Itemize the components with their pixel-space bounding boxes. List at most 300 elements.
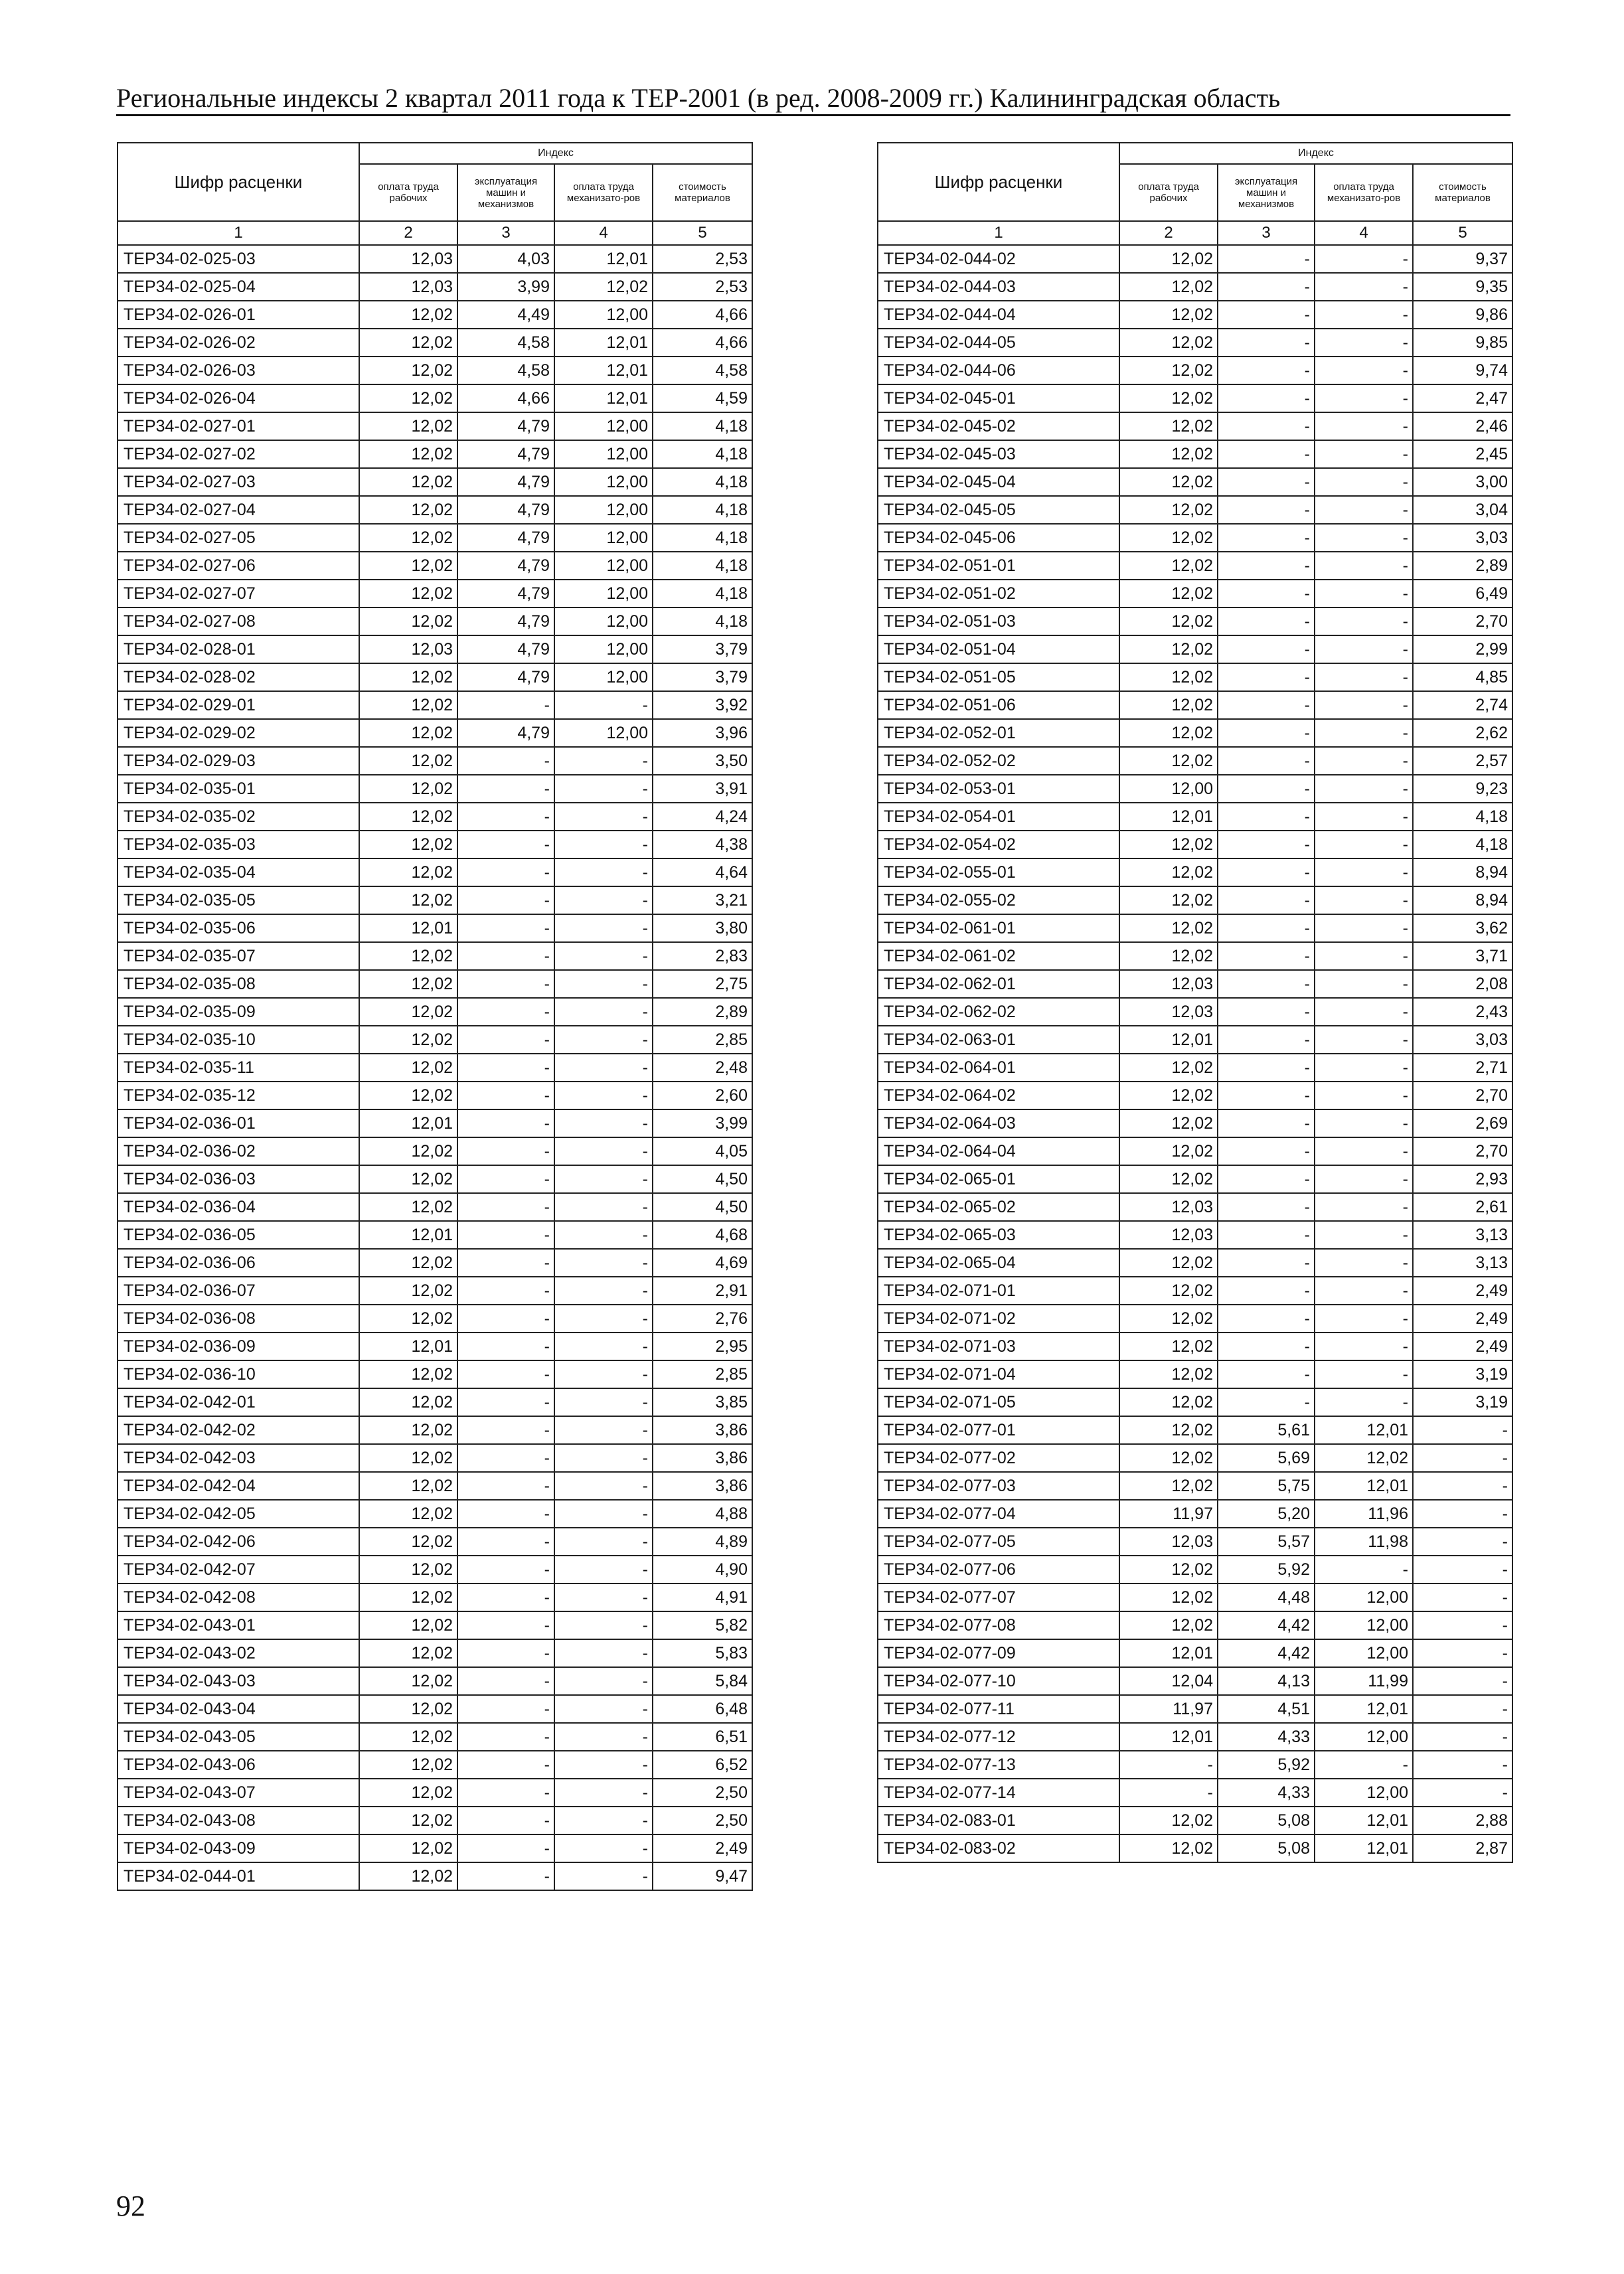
row-materials: 2,70 (1413, 1137, 1512, 1165)
row-materials: 4,88 (653, 1500, 752, 1528)
row-code: ТЕР34-02-029-01 (118, 691, 359, 719)
row-materials: 4,58 (653, 357, 752, 384)
row-mech-labor: - (554, 1388, 653, 1416)
row-labor: 12,02 (1119, 384, 1218, 412)
row-machines: - (457, 1584, 554, 1611)
row-mech-labor: 12,00 (1315, 1611, 1413, 1639)
header-materials: стоимость материалов (1413, 164, 1512, 221)
row-machines: 5,75 (1218, 1472, 1315, 1500)
row-materials: 2,89 (1413, 552, 1512, 580)
row-machines: - (1218, 886, 1315, 914)
row-code: ТЕР34-02-043-07 (118, 1779, 359, 1807)
row-labor: 12,02 (359, 691, 457, 719)
row-labor: 12,02 (359, 775, 457, 803)
row-code: ТЕР34-02-036-03 (118, 1165, 359, 1193)
row-labor: 12,02 (1119, 1472, 1218, 1500)
row-mech-labor: - (554, 1137, 653, 1165)
row-labor: 12,02 (359, 831, 457, 858)
table-row (878, 1249, 1512, 1277)
row-mech-labor: - (1315, 1249, 1413, 1277)
row-code: ТЕР34-02-044-01 (118, 1862, 359, 1890)
row-mech-labor: - (1315, 1556, 1413, 1584)
row-mech-labor: - (1315, 357, 1413, 384)
row-code: ТЕР34-02-077-09 (878, 1639, 1119, 1667)
row-machines: - (457, 998, 554, 1026)
table-row (878, 1834, 1512, 1862)
row-materials: 2,75 (653, 970, 752, 998)
row-code: ТЕР34-02-035-06 (118, 914, 359, 942)
row-materials: 3,79 (653, 663, 752, 691)
row-labor: 12,02 (359, 1667, 457, 1695)
row-labor: 12,02 (359, 719, 457, 747)
table-row (878, 1360, 1512, 1388)
row-materials: - (1413, 1751, 1512, 1779)
row-labor: 12,02 (359, 496, 457, 524)
row-materials: 2,88 (1413, 1807, 1512, 1834)
row-code: ТЕР34-02-035-09 (118, 998, 359, 1026)
row-machines: - (457, 831, 554, 858)
row-labor: 12,03 (359, 245, 457, 273)
table-row (878, 1751, 1512, 1779)
table-row (878, 719, 1512, 747)
row-mech-labor: - (1315, 886, 1413, 914)
row-labor: 12,02 (359, 1388, 457, 1416)
row-labor: 12,02 (359, 1137, 457, 1165)
row-materials: 4,18 (653, 552, 752, 580)
row-code: ТЕР34-02-042-04 (118, 1472, 359, 1500)
table-row (878, 1165, 1512, 1193)
row-materials: 2,53 (653, 245, 752, 273)
row-machines: - (1218, 831, 1315, 858)
row-machines: - (457, 691, 554, 719)
row-mech-labor: 12,02 (1315, 1444, 1413, 1472)
row-code: ТЕР34-02-035-07 (118, 942, 359, 970)
row-labor: 12,02 (359, 1305, 457, 1333)
row-labor: 12,01 (359, 914, 457, 942)
row-materials: 6,48 (653, 1695, 752, 1723)
row-materials: 2,45 (1413, 440, 1512, 468)
row-mech-labor: - (1315, 1221, 1413, 1249)
row-code: ТЕР34-02-077-04 (878, 1500, 1119, 1528)
row-materials: 6,49 (1413, 580, 1512, 608)
table-row (118, 970, 752, 998)
row-materials: - (1413, 1416, 1512, 1444)
row-mech-labor: - (1315, 747, 1413, 775)
table-row (878, 1723, 1512, 1751)
table-row (878, 663, 1512, 691)
row-code: ТЕР34-02-065-03 (878, 1221, 1119, 1249)
table-row (878, 1667, 1512, 1695)
row-materials: 2,49 (1413, 1305, 1512, 1333)
row-labor: 12,02 (359, 1193, 457, 1221)
row-machines: - (1218, 1277, 1315, 1305)
table-row (118, 524, 752, 552)
row-code: ТЕР34-02-027-02 (118, 440, 359, 468)
row-labor: 12,02 (1119, 1444, 1218, 1472)
row-labor: 12,02 (359, 1556, 457, 1584)
row-machines: 4,79 (457, 663, 554, 691)
row-mech-labor: 11,96 (1315, 1500, 1413, 1528)
row-materials: 3,03 (1413, 524, 1512, 552)
row-machines: - (457, 1751, 554, 1779)
table-row (878, 608, 1512, 635)
table-row (118, 1249, 752, 1277)
row-mech-labor: 12,00 (554, 440, 653, 468)
row-mech-labor: - (1315, 552, 1413, 580)
row-mech-labor: - (1315, 1109, 1413, 1137)
row-materials: 6,52 (653, 1751, 752, 1779)
row-mech-labor: 12,02 (554, 273, 653, 301)
row-mech-labor: - (1315, 858, 1413, 886)
row-machines: - (1218, 357, 1315, 384)
row-mech-labor: 11,98 (1315, 1528, 1413, 1556)
row-materials: 4,91 (653, 1584, 752, 1611)
row-mech-labor: - (1315, 329, 1413, 357)
row-machines: 3,99 (457, 273, 554, 301)
row-code: ТЕР34-02-077-10 (878, 1667, 1119, 1695)
row-materials: 3,99 (653, 1109, 752, 1137)
row-materials: 2,87 (1413, 1834, 1512, 1862)
table-row (118, 1556, 752, 1584)
row-materials: 3,19 (1413, 1388, 1512, 1416)
table-row (118, 1277, 752, 1305)
row-mech-labor: - (554, 1834, 653, 1862)
row-code: ТЕР34-02-071-03 (878, 1333, 1119, 1360)
row-mech-labor: - (1315, 1388, 1413, 1416)
row-mech-labor: 12,01 (554, 357, 653, 384)
row-machines: - (1218, 719, 1315, 747)
row-code: ТЕР34-02-053-01 (878, 775, 1119, 803)
row-mech-labor: 12,00 (554, 468, 653, 496)
row-labor: 12,01 (359, 1109, 457, 1137)
row-machines: - (457, 1444, 554, 1472)
table-row (878, 1472, 1512, 1500)
row-machines: - (457, 803, 554, 831)
table-row (878, 1221, 1512, 1249)
row-mech-labor: - (554, 691, 653, 719)
row-mech-labor: 12,01 (1315, 1416, 1413, 1444)
row-materials: 2,57 (1413, 747, 1512, 775)
row-code: ТЕР34-02-043-04 (118, 1695, 359, 1723)
table-row (118, 1723, 752, 1751)
row-mech-labor: - (1315, 998, 1413, 1026)
page-number: 92 (116, 2190, 145, 2222)
row-machines: - (457, 1807, 554, 1834)
row-machines: - (457, 942, 554, 970)
row-mech-labor: - (1315, 1137, 1413, 1165)
row-labor: 11,97 (1119, 1500, 1218, 1528)
table-row (118, 1500, 752, 1528)
table-row (878, 273, 1512, 301)
row-materials: - (1413, 1444, 1512, 1472)
row-machines: 4,79 (457, 524, 554, 552)
row-code: ТЕР34-02-051-04 (878, 635, 1119, 663)
row-labor: 12,02 (359, 608, 457, 635)
row-code: ТЕР34-02-044-04 (878, 301, 1119, 329)
row-machines: - (457, 914, 554, 942)
row-machines: 5,20 (1218, 1500, 1315, 1528)
row-materials: 2,50 (653, 1807, 752, 1834)
row-code: ТЕР34-02-029-03 (118, 747, 359, 775)
row-labor: 12,02 (359, 886, 457, 914)
row-machines: - (1218, 691, 1315, 719)
row-materials: 4,18 (653, 496, 752, 524)
row-labor: 12,02 (359, 580, 457, 608)
row-code: ТЕР34-02-077-07 (878, 1584, 1119, 1611)
row-mech-labor: - (554, 775, 653, 803)
row-code: ТЕР34-02-042-06 (118, 1528, 359, 1556)
row-code: ТЕР34-02-051-02 (878, 580, 1119, 608)
row-labor: 12,02 (1119, 1388, 1218, 1416)
row-code: ТЕР34-02-045-04 (878, 468, 1119, 496)
row-materials: 4,18 (653, 524, 752, 552)
row-machines: - (1218, 1333, 1315, 1360)
row-machines: - (1218, 273, 1315, 301)
row-code: ТЕР34-02-077-03 (878, 1472, 1119, 1500)
row-materials: 4,66 (653, 329, 752, 357)
row-materials: 5,83 (653, 1639, 752, 1667)
table-row (118, 1611, 752, 1639)
table-row (878, 1137, 1512, 1165)
row-materials: 8,94 (1413, 886, 1512, 914)
row-labor: 12,02 (359, 942, 457, 970)
row-code: ТЕР34-02-044-02 (878, 245, 1119, 273)
row-code: ТЕР34-02-063-01 (878, 1026, 1119, 1054)
row-machines: 4,49 (457, 301, 554, 329)
row-materials: - (1413, 1779, 1512, 1807)
row-machines: - (1218, 245, 1315, 273)
row-machines: - (457, 1639, 554, 1667)
row-labor: 12,02 (1119, 440, 1218, 468)
row-machines: - (457, 1277, 554, 1305)
row-materials: 3,13 (1413, 1249, 1512, 1277)
row-machines: - (457, 1556, 554, 1584)
table-row (118, 1109, 752, 1137)
row-labor: 12,02 (1119, 691, 1218, 719)
row-materials: 3,13 (1413, 1221, 1512, 1249)
row-machines: - (1218, 1026, 1315, 1054)
row-labor: 12,02 (1119, 719, 1218, 747)
row-labor: 12,03 (1119, 970, 1218, 998)
table-row (118, 1472, 752, 1500)
row-machines: - (1218, 663, 1315, 691)
row-materials: 2,85 (653, 1360, 752, 1388)
row-materials: 4,05 (653, 1137, 752, 1165)
row-code: ТЕР34-02-042-03 (118, 1444, 359, 1472)
row-materials: 4,38 (653, 831, 752, 858)
table-row (118, 1026, 752, 1054)
row-materials: 3,96 (653, 719, 752, 747)
row-materials: 4,69 (653, 1249, 752, 1277)
row-mech-labor: - (1315, 635, 1413, 663)
row-labor: 12,02 (359, 440, 457, 468)
row-code: ТЕР34-02-045-03 (878, 440, 1119, 468)
row-labor: 12,02 (1119, 1333, 1218, 1360)
table-row (878, 468, 1512, 496)
table-row (118, 1444, 752, 1472)
row-machines: 4,51 (1218, 1695, 1315, 1723)
row-mech-labor: - (554, 1639, 653, 1667)
table-row (878, 691, 1512, 719)
row-labor: 12,02 (359, 1779, 457, 1807)
row-labor: 12,02 (359, 1639, 457, 1667)
row-materials: - (1413, 1556, 1512, 1584)
table-row (118, 440, 752, 468)
row-machines: - (1218, 1054, 1315, 1082)
row-labor: 12,02 (359, 384, 457, 412)
row-materials: - (1413, 1611, 1512, 1639)
row-mech-labor: - (554, 1221, 653, 1249)
row-labor: 12,02 (1119, 1416, 1218, 1444)
document-title: Региональные индексы 2 квартал 2011 года к ТЕР-2001 (в ред. 2008-2009 гг.) Калининградская область (116, 82, 1510, 116)
row-labor: 12,02 (359, 970, 457, 998)
header-number: 3 (1218, 221, 1315, 245)
row-machines: - (1218, 524, 1315, 552)
table-row (878, 1695, 1512, 1723)
row-code: ТЕР34-02-036-06 (118, 1249, 359, 1277)
row-materials: 4,18 (653, 412, 752, 440)
row-mech-labor: 12,01 (554, 245, 653, 273)
row-code: ТЕР34-02-077-08 (878, 1611, 1119, 1639)
header-code: Шифр расценки (878, 143, 1119, 221)
row-machines: 5,08 (1218, 1807, 1315, 1834)
row-mech-labor: - (554, 1416, 653, 1444)
row-mech-labor: 12,00 (1315, 1723, 1413, 1751)
row-mech-labor: - (554, 1305, 653, 1333)
table-row (878, 1333, 1512, 1360)
row-code: ТЕР34-02-051-01 (878, 552, 1119, 580)
table-row (118, 719, 752, 747)
row-code: ТЕР34-02-064-02 (878, 1082, 1119, 1109)
row-mech-labor: - (554, 1193, 653, 1221)
row-mech-labor: - (1315, 468, 1413, 496)
row-machines: 4,79 (457, 496, 554, 524)
row-machines: - (457, 886, 554, 914)
table-row (878, 635, 1512, 663)
row-machines: - (1218, 803, 1315, 831)
row-labor: 12,02 (1119, 858, 1218, 886)
table-row (118, 1193, 752, 1221)
row-code: ТЕР34-02-027-01 (118, 412, 359, 440)
row-labor: 12,04 (1119, 1667, 1218, 1695)
row-labor: 12,00 (1119, 775, 1218, 803)
row-mech-labor: 12,00 (554, 608, 653, 635)
table-row (118, 1528, 752, 1556)
table-row (878, 1277, 1512, 1305)
row-code: ТЕР34-02-027-04 (118, 496, 359, 524)
row-machines: - (457, 1026, 554, 1054)
row-mech-labor: 12,01 (1315, 1472, 1413, 1500)
row-materials: 3,19 (1413, 1360, 1512, 1388)
row-machines: - (457, 970, 554, 998)
row-mech-labor: - (1315, 1751, 1413, 1779)
row-mech-labor: - (1315, 719, 1413, 747)
row-code: ТЕР34-02-077-06 (878, 1556, 1119, 1584)
row-machines: - (1218, 1221, 1315, 1249)
row-labor: 12,02 (1119, 580, 1218, 608)
table-row (118, 1751, 752, 1779)
row-machines: - (1218, 747, 1315, 775)
row-mech-labor: 12,00 (554, 496, 653, 524)
row-labor: 12,02 (359, 1360, 457, 1388)
row-machines: - (457, 1249, 554, 1277)
header-machines: эксплуатация машин и механизмов (457, 164, 554, 221)
row-code: ТЕР34-02-029-02 (118, 719, 359, 747)
row-labor: - (1119, 1751, 1218, 1779)
row-materials: - (1413, 1472, 1512, 1500)
table-row (878, 831, 1512, 858)
row-code: ТЕР34-02-028-02 (118, 663, 359, 691)
row-materials: 9,47 (653, 1862, 752, 1890)
row-mech-labor: - (554, 942, 653, 970)
table-row (878, 1026, 1512, 1054)
row-materials: 4,18 (653, 440, 752, 468)
row-code: ТЕР34-02-035-04 (118, 858, 359, 886)
row-machines: - (1218, 1305, 1315, 1333)
row-labor: 12,02 (359, 1695, 457, 1723)
row-machines: - (457, 1611, 554, 1639)
row-mech-labor: - (554, 1528, 653, 1556)
table-body-left (118, 245, 752, 1890)
row-machines: - (1218, 384, 1315, 412)
row-mech-labor: - (554, 831, 653, 858)
row-code: ТЕР34-02-026-03 (118, 357, 359, 384)
row-labor: 12,02 (1119, 942, 1218, 970)
row-mech-labor: - (1315, 273, 1413, 301)
table-row (118, 635, 752, 663)
row-code: ТЕР34-02-064-04 (878, 1137, 1119, 1165)
row-labor: 12,03 (1119, 1221, 1218, 1249)
row-labor: 12,02 (359, 1500, 457, 1528)
row-machines: - (457, 1416, 554, 1444)
row-code: ТЕР34-02-036-07 (118, 1277, 359, 1305)
row-code: ТЕР34-02-043-03 (118, 1667, 359, 1695)
row-code: ТЕР34-02-077-02 (878, 1444, 1119, 1472)
table-row (878, 552, 1512, 580)
table-row (118, 468, 752, 496)
table-row (118, 1667, 752, 1695)
row-mech-labor: 12,00 (1315, 1584, 1413, 1611)
row-mech-labor: - (1315, 412, 1413, 440)
row-machines: 4,48 (1218, 1584, 1315, 1611)
table-row (878, 496, 1512, 524)
row-materials: - (1413, 1528, 1512, 1556)
row-mech-labor: - (554, 1584, 653, 1611)
row-code: ТЕР34-02-071-05 (878, 1388, 1119, 1416)
row-materials: 2,70 (1413, 1082, 1512, 1109)
row-materials: 4,68 (653, 1221, 752, 1249)
row-machines: - (457, 1109, 554, 1137)
row-labor: 12,02 (359, 803, 457, 831)
row-labor: 12,02 (1119, 747, 1218, 775)
row-code: ТЕР34-02-036-09 (118, 1333, 359, 1360)
row-code: ТЕР34-02-077-05 (878, 1528, 1119, 1556)
table-row (118, 1305, 752, 1333)
header-machines: эксплуатация машин и механизмов (1218, 164, 1315, 221)
row-mech-labor: 12,00 (554, 719, 653, 747)
table-row (118, 1360, 752, 1388)
row-materials: 3,85 (653, 1388, 752, 1416)
row-mech-labor: - (554, 1333, 653, 1360)
row-labor: 12,03 (359, 273, 457, 301)
row-machines: 4,79 (457, 580, 554, 608)
row-labor: 12,02 (1119, 1277, 1218, 1305)
row-labor: 12,02 (1119, 496, 1218, 524)
row-labor: 12,02 (359, 1472, 457, 1500)
row-machines: 4,58 (457, 329, 554, 357)
row-materials: 9,86 (1413, 301, 1512, 329)
row-labor: 12,02 (359, 412, 457, 440)
